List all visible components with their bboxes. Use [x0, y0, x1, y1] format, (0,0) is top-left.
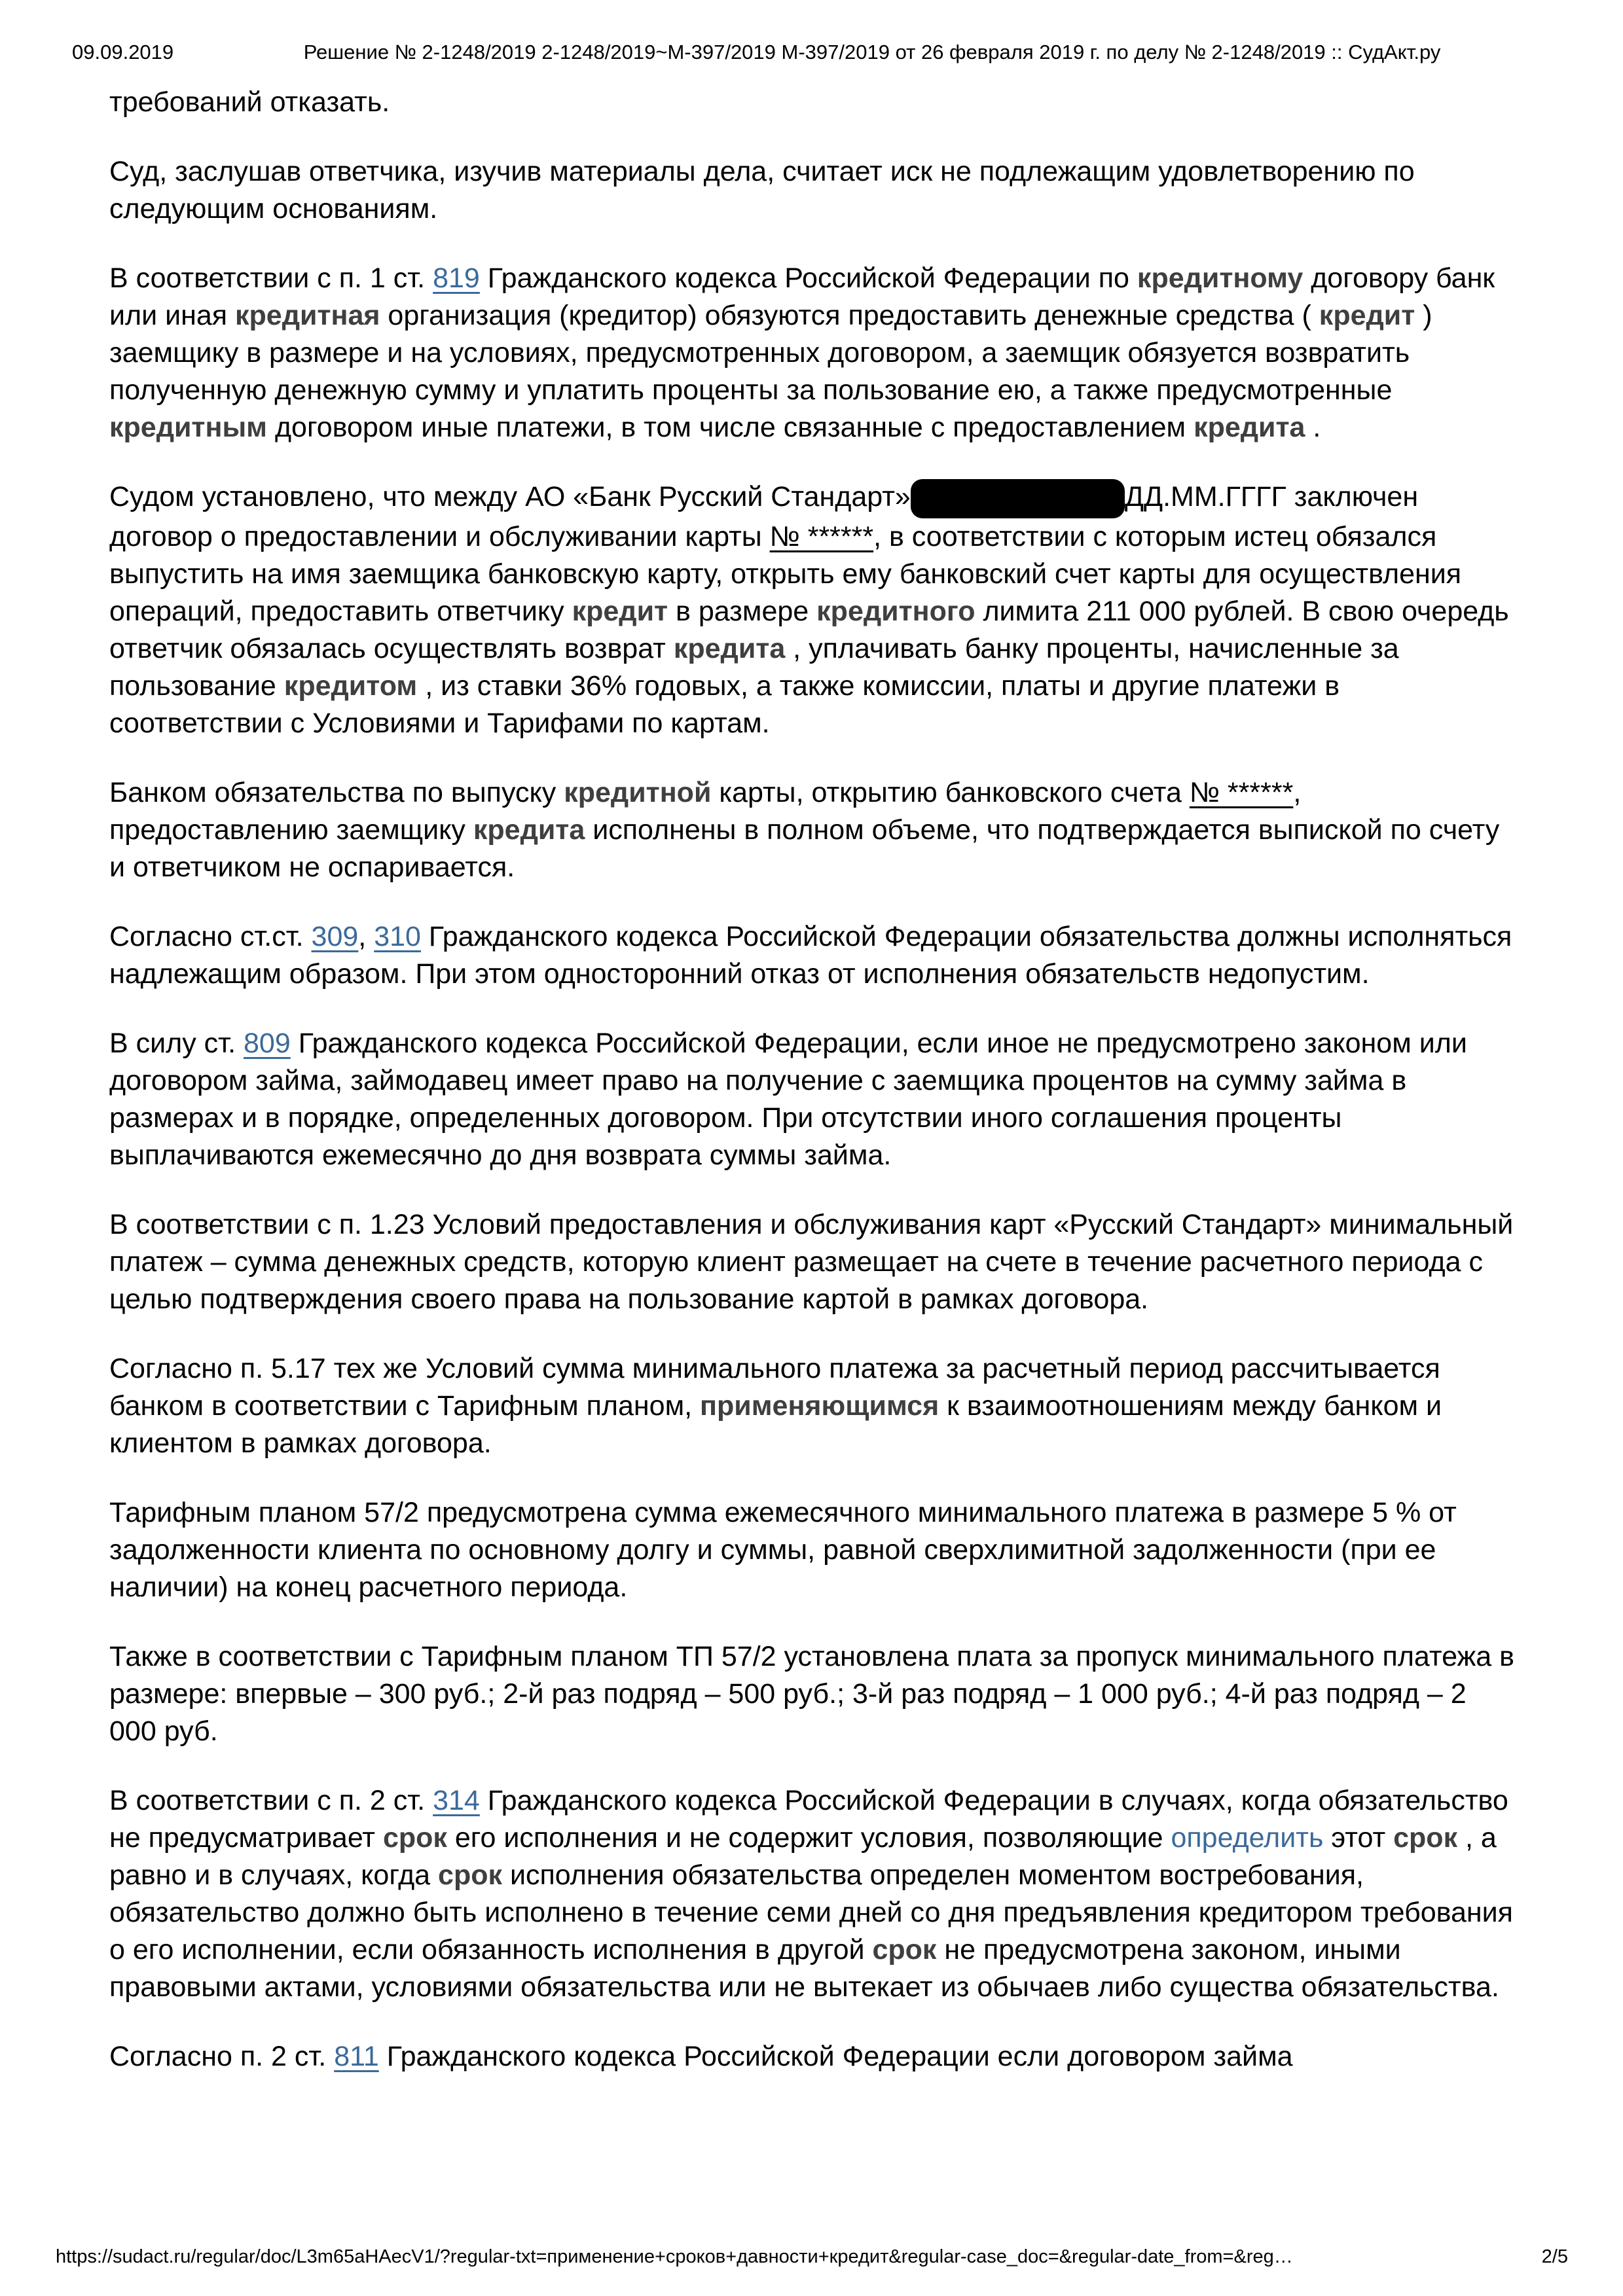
body-text: договором иные платежи, в том числе связанные с предоставлением	[267, 412, 1194, 443]
body-text: ДД.ММ.ГГГГ заключен договор о предоставлении и обслуживании карты	[109, 481, 1419, 552]
paragraph	[109, 1350, 1516, 1462]
body-text: В соответствии с п. 1.23 Условий предоставления и обслуживания карт «Русский Стандарт» минимальный платеж – сумма денежных средств, которую клиент размещает на счете в течение расчетного периода с целью подтверждения своего права на пользование картой в рамках договора.	[109, 1209, 1514, 1315]
highlighted-term: срок	[382, 1822, 447, 1854]
paragraph	[109, 1025, 1516, 1174]
highlighted-term: срок	[438, 1859, 503, 1891]
print-header	[72, 39, 1551, 65]
article-link[interactable]: 309	[311, 921, 359, 952]
paragraph	[109, 1494, 1516, 1606]
body-text: Гражданского кодекса Российской Федерации, если иное не предусмотрено законом или договором займа, займодавец имеет право на получение с заемщика процентов на сумму займа в размерах и в порядке, определенных договором. При отсутствии иного соглашения проценты выплачиваются ежемесячно до дня возврата суммы займа.	[109, 1028, 1467, 1171]
highlighted-term: кредит	[572, 596, 668, 627]
body-text: .	[1305, 412, 1321, 443]
body-text: ,	[358, 921, 374, 952]
highlighted-term: кредита	[673, 633, 786, 664]
body-text: , из ставки 36% годовых, а также комиссии, платы и другие платежи в соответствии с Условиями и Тарифами по картам.	[109, 670, 1340, 739]
highlighted-term: применяющимся	[700, 1390, 939, 1422]
body-text: в размере	[668, 596, 817, 627]
highlighted-term: кредита	[1194, 412, 1305, 443]
article-link[interactable]: определить	[1171, 1822, 1324, 1854]
highlighted-term: кредитом	[283, 670, 418, 702]
anonymized-number: № ******	[769, 521, 874, 552]
paragraph	[109, 84, 1516, 121]
source-url: https://sudact.ru/regular/doc/L3m65aHAecV1/?regular-txt=применение+сроков+давности+кредит&regular-case_doc=&regular-date_from=&reg…	[56, 2246, 1293, 2267]
highlighted-term: кредит	[1319, 300, 1415, 331]
highlighted-term: кредитного	[816, 596, 976, 627]
body-text: его исполнения и не содержит условия, позволяющие	[447, 1822, 1171, 1854]
body-text: не предусмотрена законом, иными правовыми актами, условиями обязательства или не вытекает из обычаев либо существа обязательства.	[109, 1934, 1499, 2003]
body-text: В силу ст.	[109, 1028, 244, 1059]
body-text: Судом установлено, что между АО «Банк Русский Стандарт»	[109, 481, 911, 512]
body-text: договору банк или иная	[109, 262, 1495, 331]
body-text: , уплачивать банку проценты, начисленные за пользование	[109, 633, 1399, 702]
paragraph	[109, 478, 1516, 742]
highlighted-term: кредитным	[109, 412, 267, 443]
print-footer	[56, 2245, 1568, 2269]
highlighted-term: кредитной	[564, 777, 712, 808]
body-text: Суд, заслушав ответчика, изучив материалы дела, считает иск не подлежащим удовлетворению по следующим основаниям.	[109, 156, 1415, 224]
body-text: ) заемщику в размере и на условиях, предусмотренных договором, а заемщик обязуется возвратить полученную денежную сумму и уплатить проценты за пользование ею, а также предусмотренные	[109, 300, 1432, 406]
highlighted-term: срок	[1393, 1822, 1458, 1854]
body-text: В соответствии с п. 1 ст.	[109, 262, 433, 294]
body-text: исполнения обязательства определен моментом востребования, обязательство должно быть исполнено в течение семи дней со дня предъявления кредитором требования о его исполнении, если обязанность исполнения в другой	[109, 1859, 1513, 1965]
document-body	[109, 84, 1516, 2108]
body-text: , предоставлению заемщику	[109, 777, 1302, 846]
redaction-bar	[911, 479, 1125, 518]
body-text: Согласно п. 5.17 тех же Условий сумма минимального платежа за расчетный период рассчитывается банком в соответствии с Тарифным планом,	[109, 1353, 1440, 1422]
body-text: организация (кредитор) обязуются предоставить денежные средства (	[380, 300, 1319, 331]
print-date: 09.09.2019	[72, 41, 174, 63]
body-text: Гражданского кодекса Российской Федерации если договором займа	[378, 2041, 1293, 2072]
anonymized-number: № ******	[1189, 777, 1294, 808]
body-text: Тарифным планом 57/2 предусмотрена сумма ежемесячного минимального платежа в размере 5 % от задолженности клиента по основному долгу и суммы, равной сверхлимитной задолженности (при ее наличии) на конец расчетного периода.	[109, 1497, 1457, 1603]
paragraph	[109, 260, 1516, 446]
body-text: Банком обязательства по выпуску	[109, 777, 564, 808]
paragraph	[109, 774, 1516, 886]
body-text: Также в соответствии с Тарифным планом ТП 57/2 установлена плата за пропуск минимального платежа в размере: впервые – 300 руб.; 2-й раз подряд – 500 руб.; 3-й раз подряд – 1 000 руб.; 4-й раз подряд – 2 000 руб.	[109, 1641, 1514, 1747]
document-title: Решение № 2-1248/2019 2-1248/2019~М-397/2019 М-397/2019 от 26 февраля 2019 г. по делу № 2-1248/2019 :: СудАкт.ру	[303, 41, 1441, 63]
body-text: Гражданского кодекса Российской Федерации в случаях, когда обязательство не предусматривает	[109, 1785, 1508, 1854]
paragraph	[109, 2038, 1516, 2075]
page-number: 2/5	[1541, 2246, 1568, 2267]
paragraph	[109, 1638, 1516, 1750]
body-text: требований отказать.	[109, 86, 390, 118]
highlighted-term: кредита	[473, 814, 585, 846]
body-text: , в соответствии с которым истец обязался выпустить на имя заемщика банковскую карту, открыть ему банковский счет карты для осуществления операций, предоставить ответчику	[109, 521, 1462, 627]
article-link[interactable]: 819	[433, 262, 480, 294]
article-link[interactable]: 809	[244, 1028, 291, 1059]
body-text: этот	[1323, 1822, 1394, 1854]
paragraph	[109, 1206, 1516, 1318]
body-text: , а равно и в случаях, когда	[109, 1822, 1497, 1891]
article-link[interactable]: 310	[374, 921, 421, 952]
body-text: В соответствии с п. 2 ст.	[109, 1785, 433, 1816]
body-text: исполнены в полном объеме, что подтверждается выпиской по счету и ответчиком не оспаривается.	[109, 814, 1500, 883]
body-text: Согласно ст.ст.	[109, 921, 312, 952]
body-text: Гражданского кодекса Российской Федерации по	[479, 262, 1137, 294]
body-text: лимита 211 000 рублей. В свою очередь ответчик обязалась осуществлять возврат	[109, 596, 1509, 664]
article-link[interactable]: 811	[334, 2041, 379, 2072]
body-text: карты, открытию банковского счета	[711, 777, 1190, 808]
body-text: к взаимоотношениям между банком и клиентом в рамках договора.	[109, 1390, 1442, 1459]
body-text: Гражданского кодекса Российской Федерации обязательства должны исполняться надлежащим образом. При этом односторонний отказ от исполнения обязательств недопустим.	[109, 921, 1512, 990]
article-link[interactable]: 314	[433, 1785, 480, 1816]
highlighted-term: кредитному	[1137, 262, 1304, 294]
paragraph	[109, 918, 1516, 993]
highlighted-term: кредитная	[235, 300, 380, 331]
paragraph	[109, 153, 1516, 228]
paragraph	[109, 1782, 1516, 2006]
highlighted-term: срок	[872, 1934, 937, 1965]
body-text: Согласно п. 2 ст.	[109, 2041, 335, 2072]
